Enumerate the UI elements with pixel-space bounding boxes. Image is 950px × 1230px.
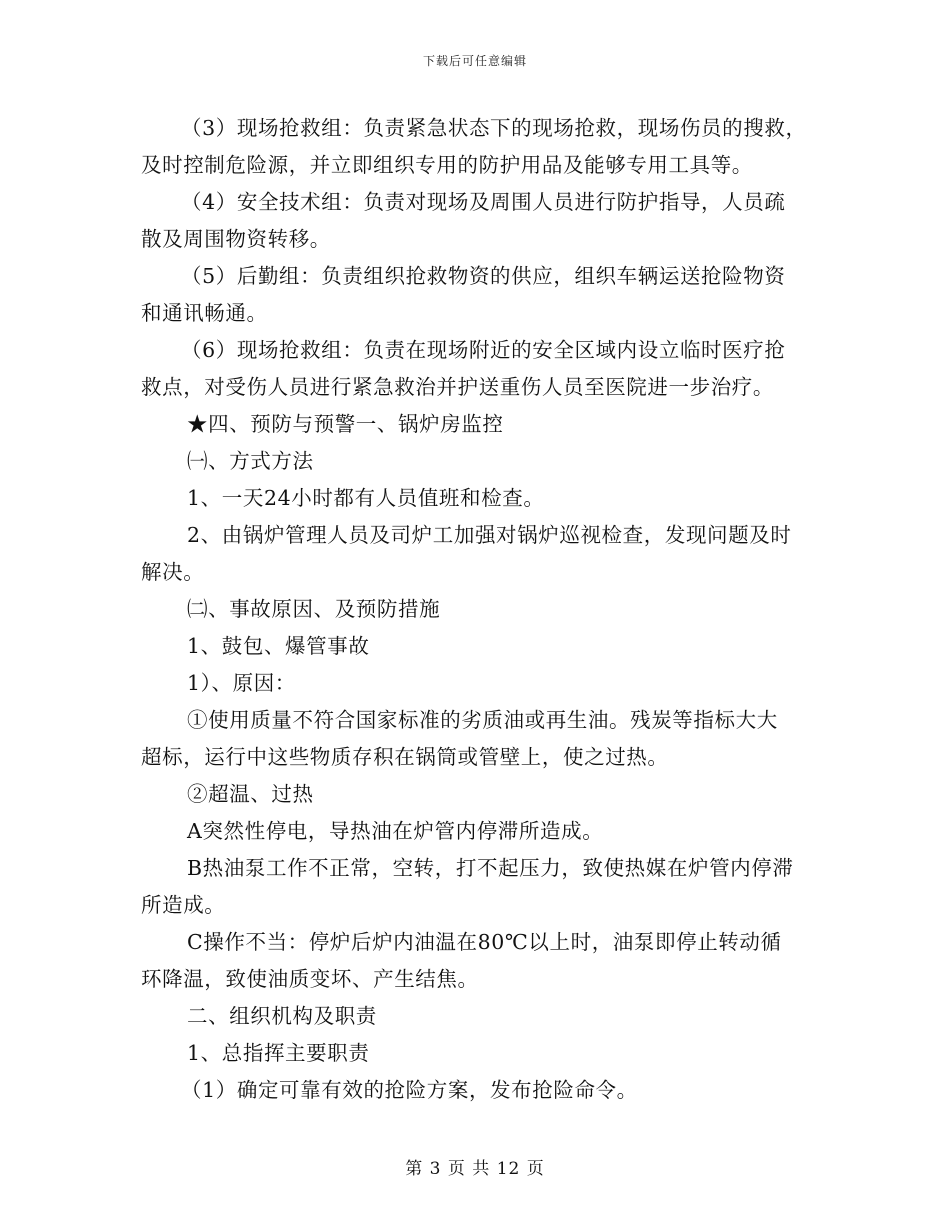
page-header: 下载后可任意编辑 <box>422 54 527 68</box>
text-line: 1、鼓包、爆管事故 <box>187 634 370 658</box>
text-line: （1）确定可靠有效的抢险方案，发布抢险命令。 <box>181 1078 638 1102</box>
text-line: ㈠、方式方法 <box>187 449 314 473</box>
text-line: 及时控制危险源，并立即组织专用的防护用品及能够专用工具等。 <box>141 153 753 177</box>
text-line: 救点，对受伤人员进行紧急救治并护送重伤人员至医院进一步治疗。 <box>141 375 774 399</box>
text-line: 所造成。 <box>141 893 226 917</box>
text-line: 2、由锅炉管理人员及司炉工加强对锅炉巡视检查，发现问题及时 <box>187 523 792 547</box>
text-line: （4）安全技术组：负责对现场及周围人员进行防护指导，人员疏 <box>181 190 786 214</box>
text-line: 超标，运行中这些物质存积在锅筒或管壁上，使之过热。 <box>141 745 669 769</box>
page-footer: 第 3 页 共 12 页 <box>405 1159 545 1179</box>
text-line: B热油泵工作不正常，空转，打不起压力，致使热媒在炉管内停滞 <box>187 856 794 880</box>
text-line: C操作不当：停炉后炉内油温在80℃以上时，油泵即停止转动循 <box>187 930 782 954</box>
text-line: 1、总指挥主要职责 <box>187 1041 370 1065</box>
text-line: （3）现场抢救组：负责紧急状态下的现场抢救，现场伤员的搜救， <box>181 116 807 140</box>
text-line: 1）、原因： <box>187 671 296 695</box>
document-body <box>141 110 821 1109</box>
text-line: 环降温，致使油质变坏、产生结焦。 <box>141 967 479 991</box>
text-line: 解决。 <box>141 560 205 584</box>
text-line: ②超温、过热 <box>187 782 314 806</box>
text-line: ★四、预防与预警一、锅炉房监控 <box>187 412 504 436</box>
text-line: ㈡、事故原因、及预防措施 <box>187 597 441 621</box>
text-line: 二、组织机构及职责 <box>187 1004 377 1028</box>
text-line: 1、一天24小时都有人员值班和检查。 <box>187 486 545 510</box>
text-line: ①使用质量不符合国家标准的劣质油或再生油。残炭等指标大大 <box>187 708 778 732</box>
text-line: （6）现场抢救组：负责在现场附近的安全区域内设立临时医疗抢 <box>181 338 786 362</box>
text-line: 散及周围物资转移。 <box>141 227 331 251</box>
text-line: 和通讯畅通。 <box>141 301 268 325</box>
text-line: （5）后勤组：负责组织抢救物资的供应，组织车辆运送抢险物资 <box>181 264 786 288</box>
text-line: A突然性停电，导热油在炉管内停滞所造成。 <box>187 819 604 843</box>
